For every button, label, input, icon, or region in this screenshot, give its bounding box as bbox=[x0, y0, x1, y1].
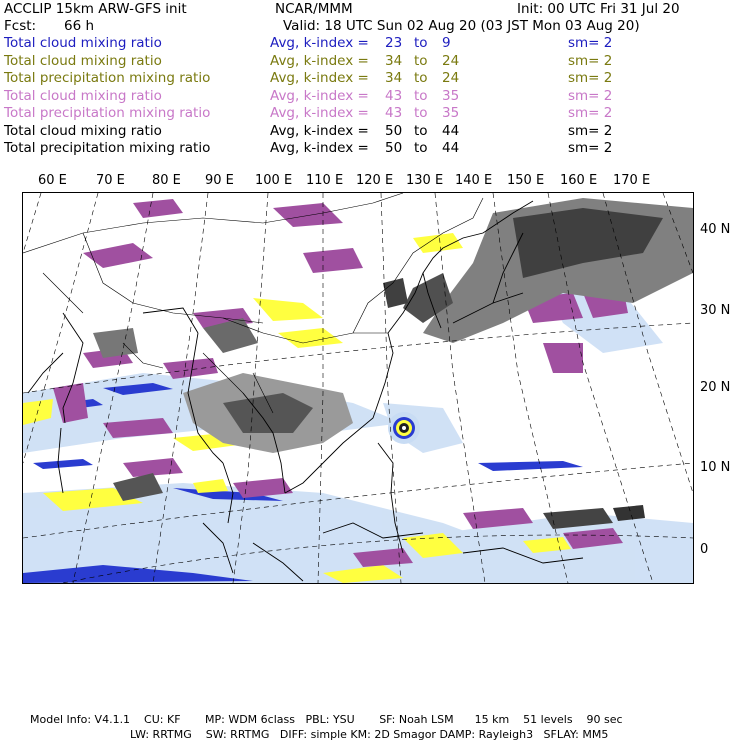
forecast-label: Fcst: bbox=[4, 18, 37, 34]
longitude-label: 80 E bbox=[152, 173, 181, 188]
legend-field: Total cloud mixing ratio bbox=[4, 35, 162, 51]
legend-field: Total cloud mixing ratio bbox=[4, 87, 162, 104]
legend-smoothing: sm= 2 bbox=[568, 105, 613, 121]
legend-avg-label: Avg, k-index = bbox=[270, 70, 369, 86]
footer-model-info: Model Info: V4.1.1 CU: KF MP: WDM 6class PBL: YSU SF: Noah LSM 15 km 51 levels 90 sec bbox=[30, 713, 623, 726]
latitude-label: 40 N bbox=[700, 222, 731, 237]
valid-time: Valid: 18 UTC Sun 02 Aug 20 (03 JST Mon 03 Aug 20) bbox=[283, 18, 640, 34]
longitude-label: 140 E bbox=[455, 173, 493, 188]
legend-to: to bbox=[414, 140, 428, 156]
legend-to: to bbox=[414, 105, 428, 121]
longitude-label: 60 E bbox=[38, 173, 67, 188]
legend-avg-label: Avg, k-index = bbox=[270, 140, 369, 156]
init-time: Init: 00 UTC Fri 31 Jul 20 bbox=[517, 1, 680, 17]
forecast-hour: 66 h bbox=[64, 18, 95, 34]
legend-to: to bbox=[414, 87, 428, 104]
longitude-label: 90 E bbox=[205, 173, 234, 188]
legend-k-end: 24 bbox=[442, 70, 460, 86]
legend-k-end: 9 bbox=[442, 35, 451, 51]
legend-to: to bbox=[414, 70, 428, 86]
legend-to: to bbox=[414, 52, 428, 69]
legend-to: to bbox=[414, 35, 428, 51]
legend-smoothing: sm= 2 bbox=[568, 52, 613, 69]
legend-smoothing: sm= 2 bbox=[568, 140, 613, 156]
longitude-label: 120 E bbox=[356, 173, 394, 188]
map-panel bbox=[22, 192, 694, 584]
legend-field: Total precipitation mixing ratio bbox=[4, 140, 211, 156]
longitude-label: 130 E bbox=[406, 173, 444, 188]
legend-k-start: 50 bbox=[385, 140, 403, 156]
legend-field: Total cloud mixing ratio bbox=[4, 122, 162, 139]
legend-smoothing: sm= 2 bbox=[568, 70, 613, 86]
legend-avg-label: Avg, k-index = bbox=[270, 52, 369, 69]
longitude-label: 160 E bbox=[560, 173, 598, 188]
legend-k-start: 43 bbox=[385, 105, 403, 121]
legend-k-start: 34 bbox=[385, 70, 403, 86]
longitude-label: 100 E bbox=[255, 173, 293, 188]
longitude-label: 150 E bbox=[507, 173, 545, 188]
legend-smoothing: sm= 2 bbox=[568, 35, 613, 51]
legend-k-end: 44 bbox=[442, 122, 460, 139]
legend-avg-label: Avg, k-index = bbox=[270, 87, 369, 104]
legend-field: Total precipitation mixing ratio bbox=[4, 105, 211, 121]
legend-smoothing: sm= 2 bbox=[568, 87, 613, 104]
center-label: NCAR/MMM bbox=[275, 1, 353, 17]
legend-field: Total cloud mixing ratio bbox=[4, 52, 162, 69]
legend-k-end: 24 bbox=[442, 52, 460, 69]
latitude-label: 30 N bbox=[700, 303, 731, 318]
legend-field: Total precipitation mixing ratio bbox=[4, 70, 211, 86]
legend-smoothing: sm= 2 bbox=[568, 122, 613, 139]
map-canvas bbox=[23, 193, 693, 583]
latitude-label: 10 N bbox=[700, 460, 731, 475]
footer-physics-info: LW: RRTMG SW: RRTMG DIFF: simple KM: 2D Smagor DAMP: Rayleigh3 SFLAY: MM5 bbox=[130, 728, 609, 741]
legend-k-start: 50 bbox=[385, 122, 403, 139]
legend-avg-label: Avg, k-index = bbox=[270, 122, 369, 139]
legend-k-start: 43 bbox=[385, 87, 403, 104]
longitude-label: 70 E bbox=[96, 173, 125, 188]
longitude-label: 110 E bbox=[306, 173, 344, 188]
latitude-label: 20 N bbox=[700, 380, 731, 395]
legend-avg-label: Avg, k-index = bbox=[270, 35, 369, 51]
longitude-label: 170 E bbox=[613, 173, 651, 188]
legend-to: to bbox=[414, 122, 428, 139]
legend-k-end: 44 bbox=[442, 140, 460, 156]
map-title: ACCLIP 15km ARW-GFS init bbox=[4, 1, 187, 17]
legend-k-start: 23 bbox=[385, 35, 403, 51]
legend-k-start: 34 bbox=[385, 52, 403, 69]
legend-avg-label: Avg, k-index = bbox=[270, 105, 369, 121]
typhoon-vortex bbox=[388, 412, 420, 444]
legend-k-end: 35 bbox=[442, 87, 460, 104]
latitude-label: 0 bbox=[700, 542, 709, 557]
legend-k-end: 35 bbox=[442, 105, 460, 121]
